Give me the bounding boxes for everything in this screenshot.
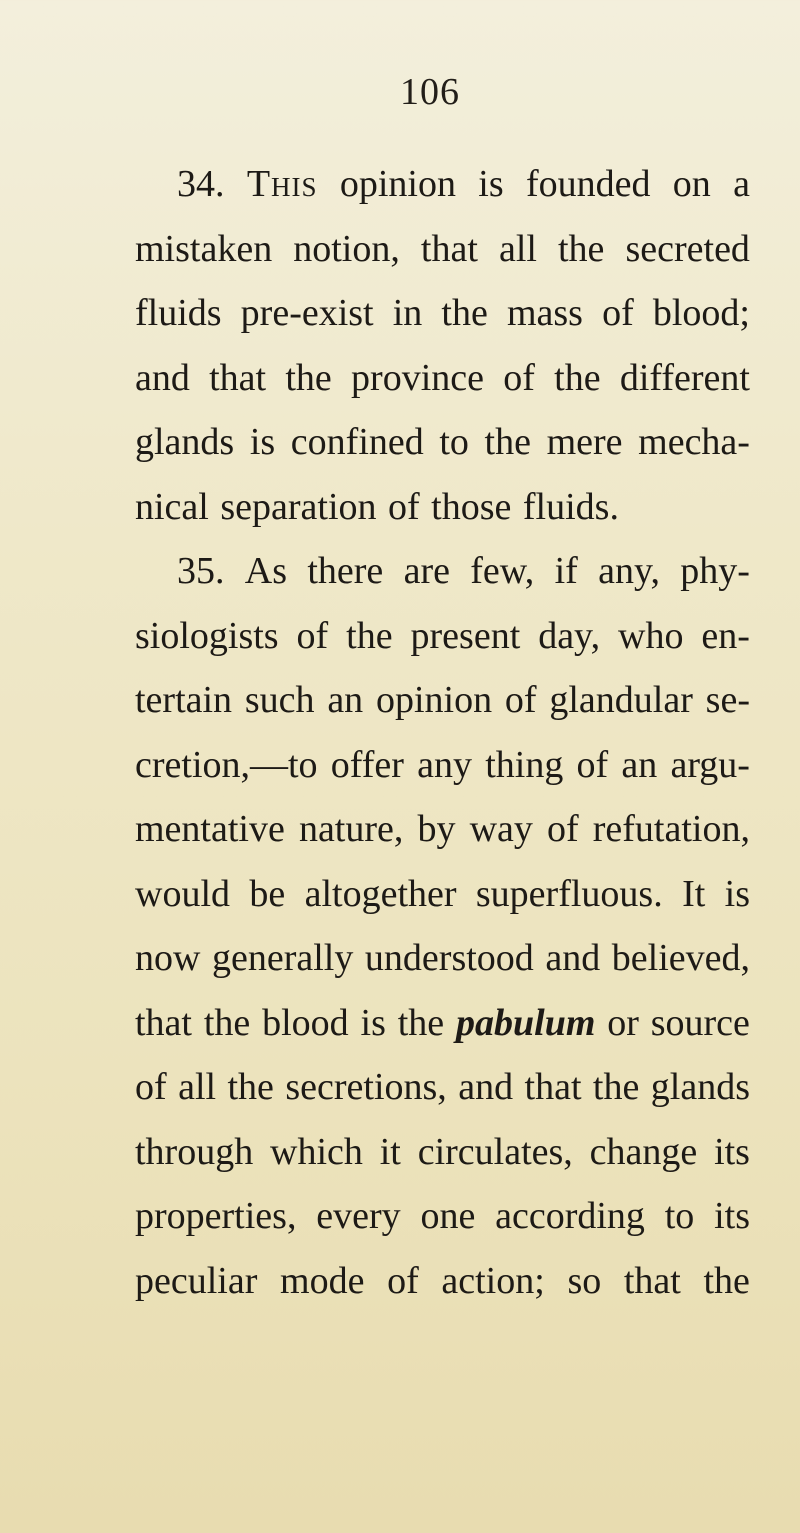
word: are <box>403 550 450 592</box>
text-line <box>135 1120 750 1185</box>
paragraph-number: 35. <box>177 550 225 592</box>
word: few, <box>470 550 535 592</box>
word: secretions, <box>285 1066 447 1108</box>
word: be <box>249 872 286 915</box>
word: notion, <box>293 227 400 270</box>
word: who <box>618 614 684 657</box>
word: mistaken <box>135 227 273 270</box>
text-line <box>135 1055 750 1120</box>
word: that <box>135 1001 192 1044</box>
text-line <box>135 926 750 991</box>
word: so <box>567 1259 602 1302</box>
word: province <box>351 356 484 399</box>
paragraph-number: 34. <box>177 163 225 205</box>
word: en- <box>701 614 750 657</box>
text-line <box>135 733 750 798</box>
word: tertain <box>135 679 233 721</box>
word: of <box>387 1259 419 1302</box>
page-number: 106 <box>400 71 460 113</box>
word: is <box>249 421 276 463</box>
word: mass <box>506 292 583 334</box>
word: there <box>307 550 384 592</box>
word: is <box>360 1001 386 1044</box>
word: which <box>270 1130 363 1173</box>
word: way <box>469 808 533 850</box>
word: mode <box>280 1259 365 1302</box>
word: and <box>458 1066 514 1108</box>
word: thing <box>485 743 564 786</box>
word: the <box>346 614 393 657</box>
text-line <box>135 346 750 411</box>
word: of <box>296 614 329 657</box>
word: the <box>554 356 601 399</box>
word: on <box>672 163 711 205</box>
word: understood <box>364 937 534 979</box>
word: As <box>244 550 288 592</box>
word: action; <box>441 1259 545 1302</box>
word: that <box>420 227 478 270</box>
word: the <box>484 421 531 463</box>
word: different <box>619 356 750 399</box>
word: It <box>682 872 706 915</box>
word: an <box>621 743 658 786</box>
word: phy- <box>680 550 750 592</box>
italic-word-pabulum: pabulum <box>456 1001 596 1044</box>
text-line <box>135 475 750 540</box>
word: opinion <box>375 679 493 721</box>
word: that <box>209 356 267 399</box>
word: is <box>724 872 750 915</box>
word: of <box>602 292 634 334</box>
word: change <box>589 1130 698 1173</box>
word: source <box>650 1001 750 1044</box>
text-line <box>135 668 750 733</box>
body-text <box>135 152 750 1313</box>
text-line <box>135 797 750 862</box>
word: superfluous. <box>475 872 663 915</box>
word: of <box>135 1066 167 1108</box>
word: glands <box>135 421 235 463</box>
text-line <box>135 862 750 927</box>
word: pre-exist <box>240 292 374 334</box>
word: This <box>246 163 318 205</box>
word: peculiar <box>135 1259 258 1302</box>
word: offer <box>330 743 404 786</box>
word: the <box>397 1001 445 1044</box>
word: of <box>388 485 420 528</box>
word: it <box>379 1130 401 1173</box>
text-line <box>135 991 750 1056</box>
word: and <box>135 356 190 399</box>
word: refutation, <box>592 808 750 850</box>
text-line <box>135 152 750 217</box>
word: that <box>524 1066 582 1108</box>
word: the <box>703 1259 750 1302</box>
word: by <box>417 808 456 850</box>
word: mere <box>546 421 623 463</box>
word: to <box>664 1195 695 1237</box>
word: nature, <box>298 808 404 850</box>
word: any, <box>598 550 660 592</box>
word: its <box>714 1130 750 1173</box>
word: blood; <box>652 292 750 334</box>
text-line <box>135 410 750 475</box>
word: in <box>392 292 423 334</box>
word: an <box>327 679 364 721</box>
word: fluids <box>135 292 222 334</box>
word: according <box>495 1195 645 1237</box>
word: separation <box>220 485 377 528</box>
word: generally <box>212 937 354 979</box>
word: siologists <box>135 614 279 657</box>
word: cretion,—to <box>135 743 318 786</box>
word: nical <box>135 485 209 528</box>
word: its <box>714 1195 750 1237</box>
word: one <box>420 1195 476 1237</box>
word: through <box>135 1130 254 1173</box>
word: a <box>733 163 750 205</box>
word: that <box>623 1259 681 1302</box>
word: the <box>285 356 332 399</box>
word: or <box>607 1001 639 1044</box>
word: now <box>135 937 201 979</box>
word: confined <box>290 421 424 463</box>
word: the <box>592 1066 640 1108</box>
word: day, <box>538 614 601 657</box>
word: founded <box>525 163 651 205</box>
word: such <box>244 679 315 721</box>
word: would <box>135 872 230 915</box>
word: argu- <box>670 743 750 786</box>
word: present <box>410 614 521 657</box>
word: se- <box>705 679 750 721</box>
word: those <box>431 485 512 528</box>
text-line <box>135 604 750 669</box>
word: to <box>439 421 469 463</box>
word: altogether <box>304 872 457 915</box>
word: every <box>316 1195 401 1237</box>
word: any <box>417 743 472 786</box>
word: is <box>478 163 504 205</box>
word: the <box>227 1066 274 1108</box>
word: glands <box>650 1066 750 1108</box>
word: believed, <box>611 937 750 979</box>
word: of <box>504 679 537 721</box>
word: the <box>441 292 488 334</box>
word: circulates, <box>417 1130 573 1173</box>
word: the <box>203 1001 251 1044</box>
word: the <box>557 227 605 270</box>
word: of <box>503 356 535 399</box>
word: all <box>498 227 537 270</box>
word: of <box>576 743 609 786</box>
word: fluids. <box>522 485 619 528</box>
text-line <box>135 217 750 282</box>
text-line <box>135 281 750 346</box>
text-line <box>135 1184 750 1249</box>
word: and <box>545 937 601 979</box>
word: mecha- <box>638 421 750 463</box>
word: all <box>178 1066 217 1108</box>
text-line <box>135 539 750 604</box>
word: properties, <box>135 1195 297 1237</box>
word: if <box>554 550 578 592</box>
word: of <box>546 808 579 850</box>
word: glandular <box>549 679 693 721</box>
word: opinion <box>339 163 456 205</box>
word: secreted <box>625 227 750 270</box>
text-line <box>135 1249 750 1314</box>
word: mentative <box>135 808 285 850</box>
word: blood <box>262 1001 349 1044</box>
